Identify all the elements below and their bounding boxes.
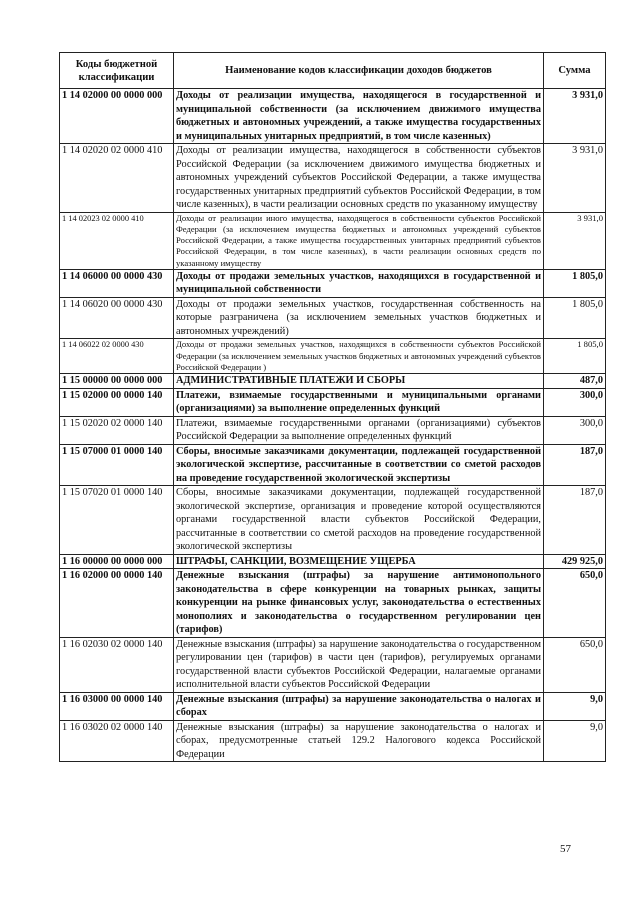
row-name: Доходы от реализации имущества, находящегося в государственной и муниципальной собственности (за исключением движимого имущества бюджетных и автономных учреждений, а также имущества государственных и муниципальных унитарных предприятий, в том числе казенных) [174,89,544,144]
row-name: Доходы от реализации иного имущества, находящегося в собственности субъектов Российской Федерации (за исключением имущества бюджетных и автономных учреждений субъектов Российской Федерации, а также имущества государственных унитарных предприятий субъектов Российской Федерации, в том числе казенных), в части реализации основных средств по указанному имуществу [174,212,544,269]
row-code: 1 16 00000 00 0000 000 [60,554,174,569]
row-name: Доходы от продажи земельных участков, находящихся в собственности субъектов Российской Федерации (за исключением земельных участков бюджетных и автономных учреждений субъектов Российской Федерации ) [174,339,544,374]
table-row [60,692,606,720]
table-row [60,720,606,762]
table-row [60,388,606,416]
row-name: АДМИНИСТРАТИВНЫЕ ПЛАТЕЖИ И СБОРЫ [174,374,544,389]
row-code: 1 15 07020 01 0000 140 [60,486,174,555]
row-sum: 3 931,0 [544,144,606,213]
table-header-row [60,53,606,89]
row-name: Денежные взыскания (штрафы) за нарушение законодательства о налогах и сборах, предусмотренные статьей 129.2 Налогового кодекса Российской Федерации [174,720,544,762]
table-row [60,416,606,444]
row-code: 1 16 03020 02 0000 140 [60,720,174,762]
table-row [60,297,606,339]
row-sum: 9,0 [544,720,606,762]
row-code: 1 15 02020 02 0000 140 [60,416,174,444]
row-sum: 1 805,0 [544,269,606,297]
row-sum: 1 805,0 [544,339,606,374]
row-sum: 1 805,0 [544,297,606,339]
table-row [60,269,606,297]
row-sum: 429 925,0 [544,554,606,569]
row-name: Сборы, вносимые заказчиками документации, подлежащей государственной экологической экспертизе, организация и проведение которой осуществляются органами государственной власти субъектов Российской Федерации, рассчитанные в соответствии со сметой расходов на проведение государственной экологической экспертизы [174,486,544,555]
row-code: 1 14 06022 02 0000 430 [60,339,174,374]
row-sum: 187,0 [544,444,606,486]
row-name: Платежи, взимаемые государственными органами (организациями) субъектов Российской Федерации за выполнение определенных функций [174,416,544,444]
table-row [60,637,606,692]
table-row [60,554,606,569]
row-name: Денежные взыскания (штрафы) за нарушение антимонопольного законодательства в сфере конкуренции на товарных рынках, защиты конкуренции на рынке финансовых услуг, законодательства о естественных монополиях и законодательства о государственном регулировании цен (тарифов) [174,569,544,638]
budget-revenue-table [59,52,606,762]
page-number: 57 [560,843,571,855]
row-code: 1 15 07000 01 0000 140 [60,444,174,486]
row-code: 1 15 02000 00 0000 140 [60,388,174,416]
row-code: 1 14 06000 00 0000 430 [60,269,174,297]
row-code: 1 14 06020 00 0000 430 [60,297,174,339]
row-name: Доходы от продажи земельных участков, находящихся в государственной и муниципальной собственности [174,269,544,297]
row-code: 1 14 02020 02 0000 410 [60,144,174,213]
row-code: 1 16 03000 00 0000 140 [60,692,174,720]
row-name: Платежи, взимаемые государственными и муниципальными органами (организациями) за выполнение определенных функций [174,388,544,416]
table-row [60,569,606,638]
row-code: 1 16 02000 00 0000 140 [60,569,174,638]
row-code: 1 14 02023 02 0000 410 [60,212,174,269]
row-sum: 487,0 [544,374,606,389]
header-code: Коды бюджетной классификации [60,53,174,89]
table-row [60,444,606,486]
table-row [60,339,606,374]
row-name: Денежные взыскания (штрафы) за нарушение законодательства о налогах и сборах [174,692,544,720]
row-sum: 3 931,0 [544,212,606,269]
row-sum: 3 931,0 [544,89,606,144]
row-sum: 300,0 [544,416,606,444]
row-name: Доходы от продажи земельных участков, государственная собственность на которые разграничена (за исключением земельных участков бюджетных и автономных учреждений) [174,297,544,339]
row-code: 1 15 00000 00 0000 000 [60,374,174,389]
table-row [60,212,606,269]
row-sum: 9,0 [544,692,606,720]
row-name: Сборы, вносимые заказчиками документации, подлежащей государственной экологической экспертизе, рассчитанные в соответствии со сметой расходов на проведение государственной экологической экспертизы [174,444,544,486]
row-name: ШТРАФЫ, САНКЦИИ, ВОЗМЕЩЕНИЕ УЩЕРБА [174,554,544,569]
row-code: 1 16 02030 02 0000 140 [60,637,174,692]
row-code: 1 14 02000 00 0000 000 [60,89,174,144]
row-sum: 300,0 [544,388,606,416]
row-sum: 187,0 [544,486,606,555]
row-sum: 650,0 [544,637,606,692]
header-name: Наименование кодов классификации доходов бюджетов [174,53,544,89]
table-row [60,486,606,555]
header-sum: Сумма [544,53,606,89]
row-name: Денежные взыскания (штрафы) за нарушение законодательства о государственном регулировании цен (тарифов) в части цен (тарифов), регулируемых органами государственной власти субъектов Российской Федерации, налагаемые органами исполнительной власти субъектов Российской Федерации [174,637,544,692]
row-sum: 650,0 [544,569,606,638]
row-name: Доходы от реализации имущества, находящегося в собственности субъектов Российской Федерации (за исключением движимого имущества бюджетных и автономных учреждений субъектов Российской Федерации, а также имущества государственных унитарных предприятий субъектов Российской Федерации, в том числе казенных), в части реализации основных средств по указанному имуществу [174,144,544,213]
table-row [60,144,606,213]
table-row [60,89,606,144]
table-row [60,374,606,389]
